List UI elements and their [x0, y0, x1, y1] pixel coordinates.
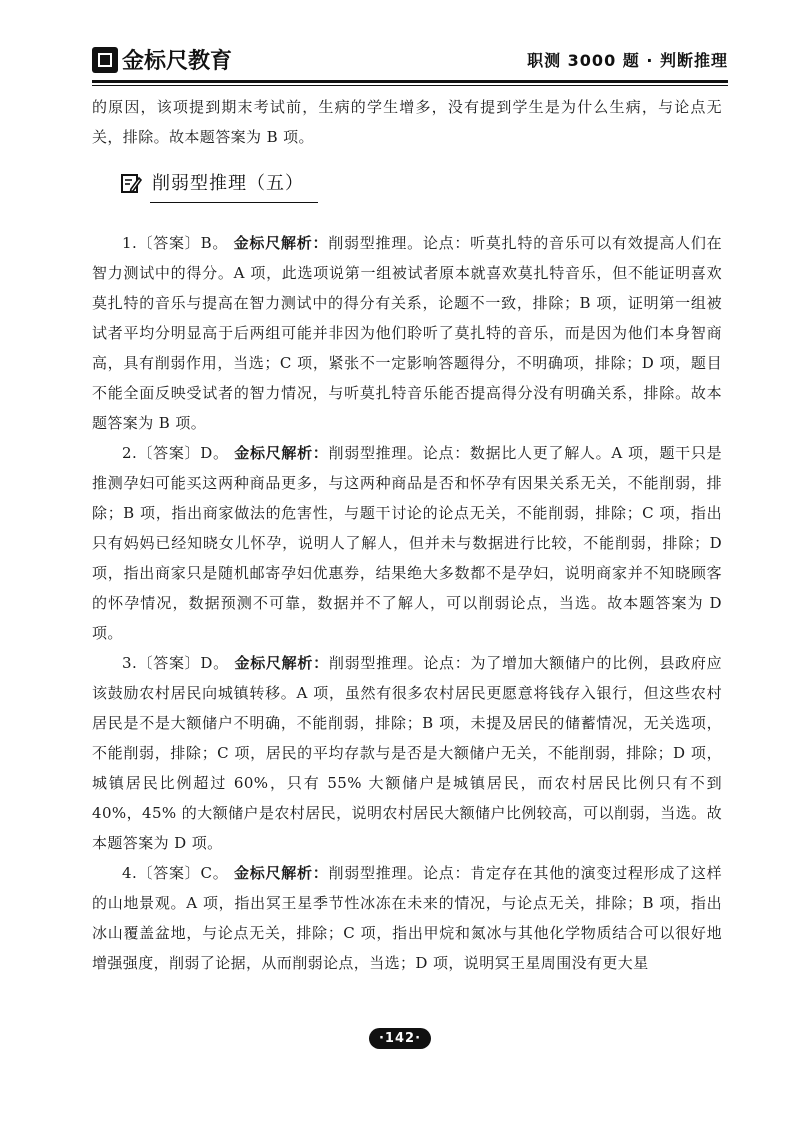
- analysis-text: 削弱型推理。论点：为了增加大额储户的比例，县政府应该鼓励农村居民向城镇转移。A 项，虽然有很多农村居民更愿意将钱存入银行，但这些农村居民是不是大额储户不明确，不能削弱，排除；B 项，未提及居民的储蓄情况，无关选项，不能削弱，排除；C 项，居民的平均存款与是否是大额储户无关，不能削弱，排除；D 项，城镇居民比例超过 60%，只有 55% 大额储户是城镇居民，而农村居民比例只有不到 40%，45% 的大额储户是农村居民，说明农村居民大额储户比例较高，可以削弱，当选。故本题答案为 D 项。: [92, 654, 723, 852]
- page-content: [92, 92, 722, 978]
- answer-option: C。: [200, 864, 229, 882]
- answer-tag: 〔答案〕: [137, 654, 201, 672]
- brand-logo: [92, 44, 232, 75]
- answer-number: 4.: [122, 864, 138, 882]
- answer-item-3: [92, 648, 722, 858]
- answer-tag: 〔答案〕: [137, 444, 201, 462]
- analysis-label: 金标尺解析：: [234, 444, 329, 462]
- page-number: ·142·: [369, 1028, 431, 1049]
- edit-icon: [120, 172, 142, 194]
- answer-tag: 〔答案〕: [137, 864, 201, 882]
- answer-tag: 〔答案〕: [137, 234, 201, 252]
- analysis-text: 削弱型推理。论点：听莫扎特的音乐可以有效提高人们在智力测试中的得分。A 项，此选项说第一组被试者原本就喜欢莫扎特音乐，但不能证明喜欢莫扎特的音乐与提高在智力测试中的得分有关系，论题不一致，排除；B 项，证明第一组被试者平均分明显高于后两组可能并非因为他们聆听了莫扎特的音乐，而是因为他们本身智商高，具有削弱作用，当选；C 项，紧张不一定影响答题得分，不明确项，排除；D 项，题目不能全面反映受试者的智力情况，与听莫扎特音乐能否提高得分没有明确关系，排除。故本题答案为 B 项。: [92, 234, 723, 432]
- analysis-label: 金标尺解析：: [233, 234, 329, 252]
- section-title: 削弱型推理（五）: [152, 173, 304, 194]
- book-title: 职测 3000 题 · 判断推理: [527, 51, 728, 70]
- brand-name: 金标尺教育: [122, 49, 233, 74]
- answer-number: 2.: [122, 444, 138, 462]
- answer-number: 3.: [122, 654, 138, 672]
- header-rule-thin: [92, 85, 728, 86]
- brand-logo-icon: [92, 47, 118, 73]
- answer-option: B。: [200, 234, 229, 252]
- analysis-text: 削弱型推理。论点：肯定存在其他的演变过程形成了这样的山地景观。A 项，指出冥王星季节性冰冻在未来的情况，与论点无关，排除；B 项，指出冰山覆盖盆地，与论点无关，排除；C 项，指出甲烷和氮冰与其他化学物质结合可以很好地增强强度，削弱了论据，从而削弱论点，当选；D 项，说明冥王星周围没有更大星: [92, 864, 722, 972]
- section-underline: [150, 202, 318, 203]
- answer-option: D。: [200, 444, 229, 462]
- page-header: [92, 36, 728, 80]
- answer-item-1: [92, 228, 722, 438]
- section-heading: [92, 168, 722, 224]
- analysis-label: 金标尺解析：: [234, 864, 329, 882]
- intro-paragraph: 的原因，该项提到期末考试前，生病的学生增多，没有提到学生是为什么生病，与论点无关，排除。故本题答案为 B 项。: [92, 98, 722, 146]
- answer-item-4: [92, 858, 722, 978]
- header-rule: [92, 80, 728, 83]
- answer-option: D。: [200, 654, 229, 672]
- analysis-text: 削弱型推理。论点：数据比人更了解人。A 项，题干只是推测孕妇可能买这两种商品更多，与这两种商品是否和怀孕有因果关系无关，不能削弱，排除；B 项，指出商家做法的危害性，与题干讨论的论点无关，不能削弱，排除；C 项，指出只有妈妈已经知晓女儿怀孕，说明人了解人，但并未与数据进行比较，不能削弱，排除；D 项，指出商家只是随机邮寄孕妇优惠券，结果绝大多数都不是孕妇，说明商家并不知晓顾客的怀孕情况，数据预测不可靠，数据并不了解人，可以削弱论点，当选。故本题答案为 D 项。: [92, 444, 722, 642]
- answer-number: 1.: [122, 234, 138, 252]
- answer-item-2: [92, 438, 722, 648]
- analysis-label: 金标尺解析：: [234, 654, 329, 672]
